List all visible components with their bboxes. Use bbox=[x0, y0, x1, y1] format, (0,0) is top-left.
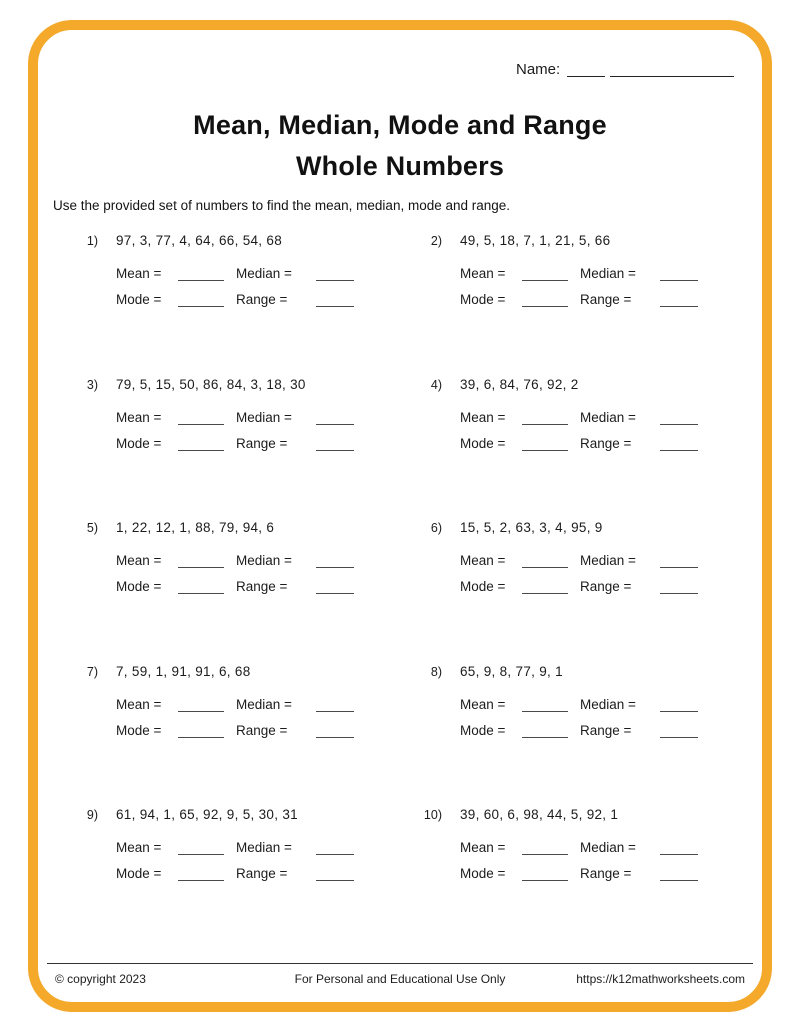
mode-range-line bbox=[460, 574, 698, 600]
median-label: Median = bbox=[580, 266, 636, 281]
range-label: Range = bbox=[580, 579, 632, 594]
mean-answer-blank bbox=[522, 841, 568, 855]
range-answer-blank bbox=[660, 293, 698, 307]
problem-number: 3) bbox=[86, 377, 98, 392]
median-label: Median = bbox=[580, 553, 636, 568]
mean-median-line bbox=[460, 405, 698, 431]
problem-number: 6) bbox=[430, 521, 442, 535]
mode-answer-blank bbox=[178, 724, 224, 738]
footer-divider bbox=[47, 963, 753, 964]
problem-body bbox=[460, 662, 698, 744]
median-label: Median = bbox=[580, 409, 636, 425]
number-set: 49, 5, 18, 7, 1, 21, 5, 66 bbox=[460, 233, 611, 248]
problem-body bbox=[460, 231, 698, 313]
problem-number: 5) bbox=[86, 521, 98, 535]
mode-label: Mode = bbox=[116, 866, 162, 881]
problem-body bbox=[460, 805, 698, 887]
range-answer-blank bbox=[660, 867, 698, 881]
median-answer-blank bbox=[660, 554, 698, 568]
range-answer-blank bbox=[316, 437, 354, 451]
range-label: Range = bbox=[580, 435, 632, 451]
footer-copyright: © copyright 2023 bbox=[55, 972, 146, 986]
median-answer-blank bbox=[660, 411, 698, 425]
mode-answer-blank bbox=[178, 437, 224, 451]
range-label: Range = bbox=[580, 722, 632, 738]
name-row bbox=[516, 60, 734, 78]
range-answer-blank bbox=[316, 580, 354, 594]
range-answer-blank bbox=[660, 580, 698, 594]
problem-item bbox=[418, 231, 762, 375]
mean-median-line bbox=[460, 692, 698, 718]
mean-median-line bbox=[116, 548, 354, 574]
mean-median-line bbox=[460, 261, 698, 287]
mode-label: Mode = bbox=[460, 866, 506, 881]
mode-range-line bbox=[116, 431, 354, 457]
mean-label: Mean = bbox=[460, 553, 506, 568]
instructions-text: Use the provided set of numbers to find the mean, median, mode and range. bbox=[53, 198, 511, 213]
mode-answer-blank bbox=[522, 724, 568, 738]
mode-label: Mode = bbox=[460, 579, 506, 594]
mean-answer-blank bbox=[178, 267, 224, 281]
mean-label: Mean = bbox=[116, 266, 162, 281]
number-set: 15, 5, 2, 63, 3, 4, 95, 9 bbox=[460, 520, 603, 535]
mean-answer-blank bbox=[178, 411, 224, 425]
name-label: Name: bbox=[516, 61, 561, 78]
problem-item bbox=[74, 231, 418, 375]
problem-body bbox=[116, 518, 354, 600]
problem-item bbox=[74, 805, 418, 949]
median-label: Median = bbox=[580, 696, 636, 712]
mode-range-line bbox=[116, 574, 354, 600]
problem-number: 10) bbox=[423, 808, 442, 822]
mode-range-line bbox=[116, 287, 354, 313]
mode-range-line bbox=[116, 718, 354, 744]
mode-answer-blank bbox=[522, 580, 568, 594]
median-answer-blank bbox=[316, 698, 354, 712]
mean-answer-blank bbox=[178, 698, 224, 712]
mode-label: Mode = bbox=[460, 292, 506, 307]
problem-item bbox=[418, 375, 762, 519]
mean-label: Mean = bbox=[460, 409, 506, 425]
range-answer-blank bbox=[660, 437, 698, 451]
problem-number: 2) bbox=[430, 234, 442, 248]
mode-answer-blank bbox=[178, 867, 224, 881]
footer-website-url: https://k12mathworksheets.com bbox=[576, 972, 745, 986]
title-line-2: Whole Numbers bbox=[295, 151, 505, 181]
median-answer-blank bbox=[660, 841, 698, 855]
median-label: Median = bbox=[580, 840, 636, 855]
range-answer-blank bbox=[660, 724, 698, 738]
range-answer-blank bbox=[316, 867, 354, 881]
mode-range-line bbox=[116, 861, 354, 887]
range-label: Range = bbox=[236, 435, 288, 451]
problem-item bbox=[418, 805, 762, 949]
mean-median-line bbox=[116, 835, 354, 861]
median-answer-blank bbox=[316, 554, 354, 568]
mean-answer-blank bbox=[522, 267, 568, 281]
problem-item bbox=[74, 375, 418, 519]
mode-range-line bbox=[460, 287, 698, 313]
mode-range-line bbox=[460, 861, 698, 887]
mode-label: Mode = bbox=[116, 292, 162, 307]
number-set: 7, 59, 1, 91, 91, 6, 68 bbox=[116, 663, 251, 679]
mode-label: Mode = bbox=[116, 435, 162, 451]
number-set: 61, 94, 1, 65, 92, 9, 5, 30, 31 bbox=[116, 807, 298, 822]
median-answer-blank bbox=[316, 841, 354, 855]
median-label: Median = bbox=[236, 553, 292, 568]
mean-answer-blank bbox=[178, 841, 224, 855]
mode-label: Mode = bbox=[116, 722, 162, 738]
mean-answer-blank bbox=[178, 554, 224, 568]
mean-median-line bbox=[116, 261, 354, 287]
number-set: 39, 60, 6, 98, 44, 5, 92, 1 bbox=[460, 807, 619, 822]
number-set: 79, 5, 15, 50, 86, 84, 3, 18, 30 bbox=[116, 376, 306, 392]
problem-number: 1) bbox=[86, 234, 98, 248]
mode-label: Mode = bbox=[460, 435, 506, 451]
worksheet-title bbox=[0, 105, 800, 187]
mean-answer-blank bbox=[522, 698, 568, 712]
range-label: Range = bbox=[236, 292, 288, 307]
problem-body bbox=[116, 231, 354, 313]
problem-body bbox=[460, 375, 698, 457]
footer-usage-note: For Personal and Educational Use Only bbox=[294, 972, 506, 986]
mean-label: Mean = bbox=[116, 553, 162, 568]
range-label: Range = bbox=[236, 722, 288, 738]
median-answer-blank bbox=[316, 411, 354, 425]
name-blank-line bbox=[610, 63, 734, 77]
problems-grid bbox=[74, 231, 762, 949]
mean-median-line bbox=[116, 405, 354, 431]
mode-answer-blank bbox=[178, 580, 224, 594]
mode-label: Mode = bbox=[116, 579, 162, 594]
mode-answer-blank bbox=[522, 437, 568, 451]
mean-median-line bbox=[460, 835, 698, 861]
mean-median-line bbox=[116, 692, 354, 718]
problem-item bbox=[74, 662, 418, 806]
mean-answer-blank bbox=[522, 411, 568, 425]
problem-number: 7) bbox=[86, 664, 98, 679]
mean-label: Mean = bbox=[116, 409, 162, 425]
title-line-1: Mean, Median, Mode and Range bbox=[193, 110, 607, 140]
range-label: Range = bbox=[236, 866, 288, 881]
median-label: Median = bbox=[236, 266, 292, 281]
median-answer-blank bbox=[316, 267, 354, 281]
median-label: Median = bbox=[236, 409, 292, 425]
range-label: Range = bbox=[580, 866, 632, 881]
number-set: 65, 9, 8, 77, 9, 1 bbox=[460, 663, 563, 679]
mode-range-line bbox=[460, 718, 698, 744]
problem-item bbox=[418, 518, 762, 662]
problem-number: 9) bbox=[86, 808, 98, 822]
range-answer-blank bbox=[316, 293, 354, 307]
problem-number: 8) bbox=[430, 664, 442, 679]
mean-label: Mean = bbox=[116, 696, 162, 712]
mode-answer-blank bbox=[178, 293, 224, 307]
number-set: 39, 6, 84, 76, 92, 2 bbox=[460, 376, 579, 392]
problem-body bbox=[116, 662, 354, 744]
median-label: Median = bbox=[236, 696, 292, 712]
mean-label: Mean = bbox=[460, 840, 506, 855]
number-set: 97, 3, 77, 4, 64, 66, 54, 68 bbox=[116, 233, 283, 248]
problem-body bbox=[116, 375, 354, 457]
median-answer-blank bbox=[660, 698, 698, 712]
mode-label: Mode = bbox=[460, 722, 506, 738]
median-answer-blank bbox=[660, 267, 698, 281]
problem-item bbox=[74, 518, 418, 662]
problem-body bbox=[116, 805, 354, 887]
mean-label: Mean = bbox=[116, 840, 162, 855]
range-answer-blank bbox=[316, 724, 354, 738]
mean-answer-blank bbox=[522, 554, 568, 568]
name-blank-line bbox=[567, 63, 605, 77]
mode-answer-blank bbox=[522, 293, 568, 307]
mean-median-line bbox=[460, 548, 698, 574]
range-label: Range = bbox=[580, 292, 632, 307]
median-label: Median = bbox=[236, 840, 292, 855]
problem-item bbox=[418, 662, 762, 806]
range-label: Range = bbox=[236, 579, 288, 594]
number-set: 1, 22, 12, 1, 88, 79, 94, 6 bbox=[116, 520, 275, 535]
mean-label: Mean = bbox=[460, 266, 506, 281]
mean-label: Mean = bbox=[460, 696, 506, 712]
problem-number: 4) bbox=[430, 377, 442, 392]
mode-answer-blank bbox=[522, 867, 568, 881]
mode-range-line bbox=[460, 431, 698, 457]
problem-body bbox=[460, 518, 698, 600]
